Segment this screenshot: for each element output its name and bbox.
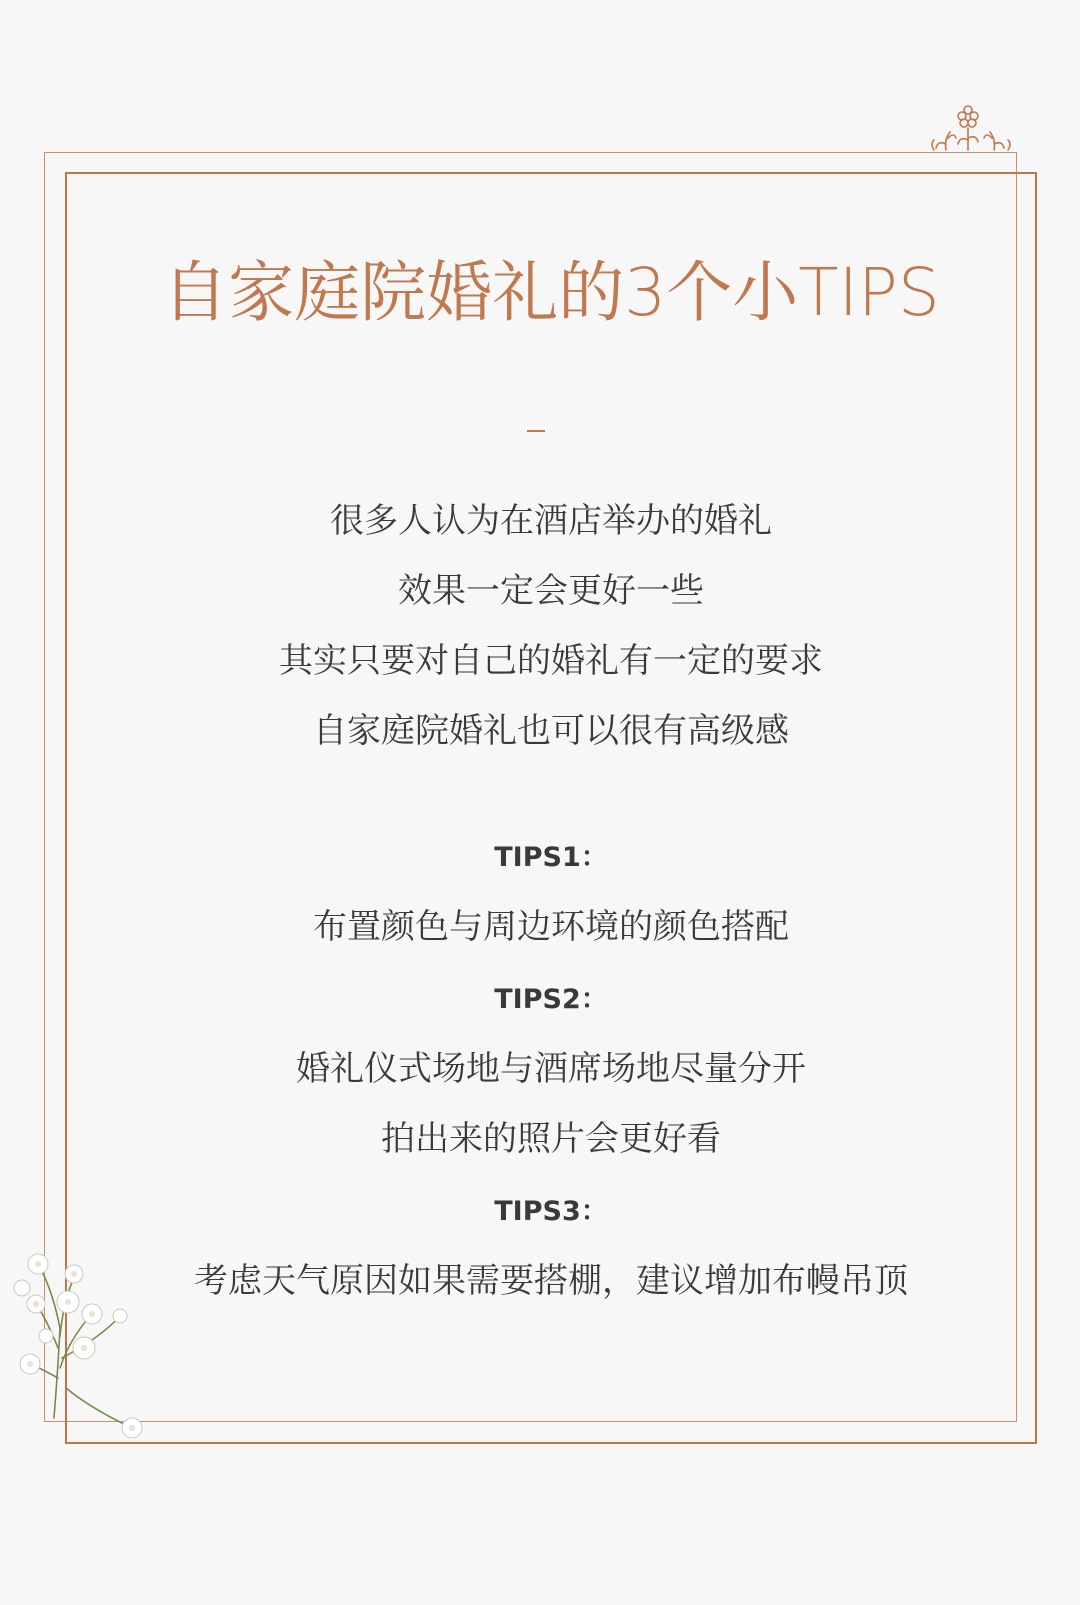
intro-line: 效果一定会更好一些 (398, 571, 704, 611)
tip-2-text: 拍出来的照片会更好看 (381, 1119, 721, 1159)
tip-1-label: TIPS1： (494, 842, 608, 873)
tip-2-label: TIPS2： (494, 984, 608, 1015)
card-content (65, 172, 1037, 1444)
tip-1-text: 布置颜色与周边环境的颜色搭配 (313, 907, 789, 947)
babys-breath-flower-icon (0, 1218, 160, 1438)
intro-line: 其实只要对自己的婚礼有一定的要求 (279, 641, 823, 681)
tip-2-text: 婚礼仪式场地与酒席场地尽量分开 (296, 1049, 806, 1089)
intro-line: 自家庭院婚礼也可以很有高级感 (313, 711, 789, 751)
intro-line: 很多人认为在酒店举办的婚礼 (330, 501, 772, 541)
title-divider (527, 430, 545, 432)
tip-3-text: 考虑天气原因如果需要搭棚，建议增加布幔吊顶 (194, 1261, 908, 1301)
tip-3-label: TIPS3： (494, 1196, 608, 1227)
flower-sprig-icon (924, 100, 1016, 156)
page-title: 自家庭院婚礼的3个小TIPS (162, 254, 940, 331)
